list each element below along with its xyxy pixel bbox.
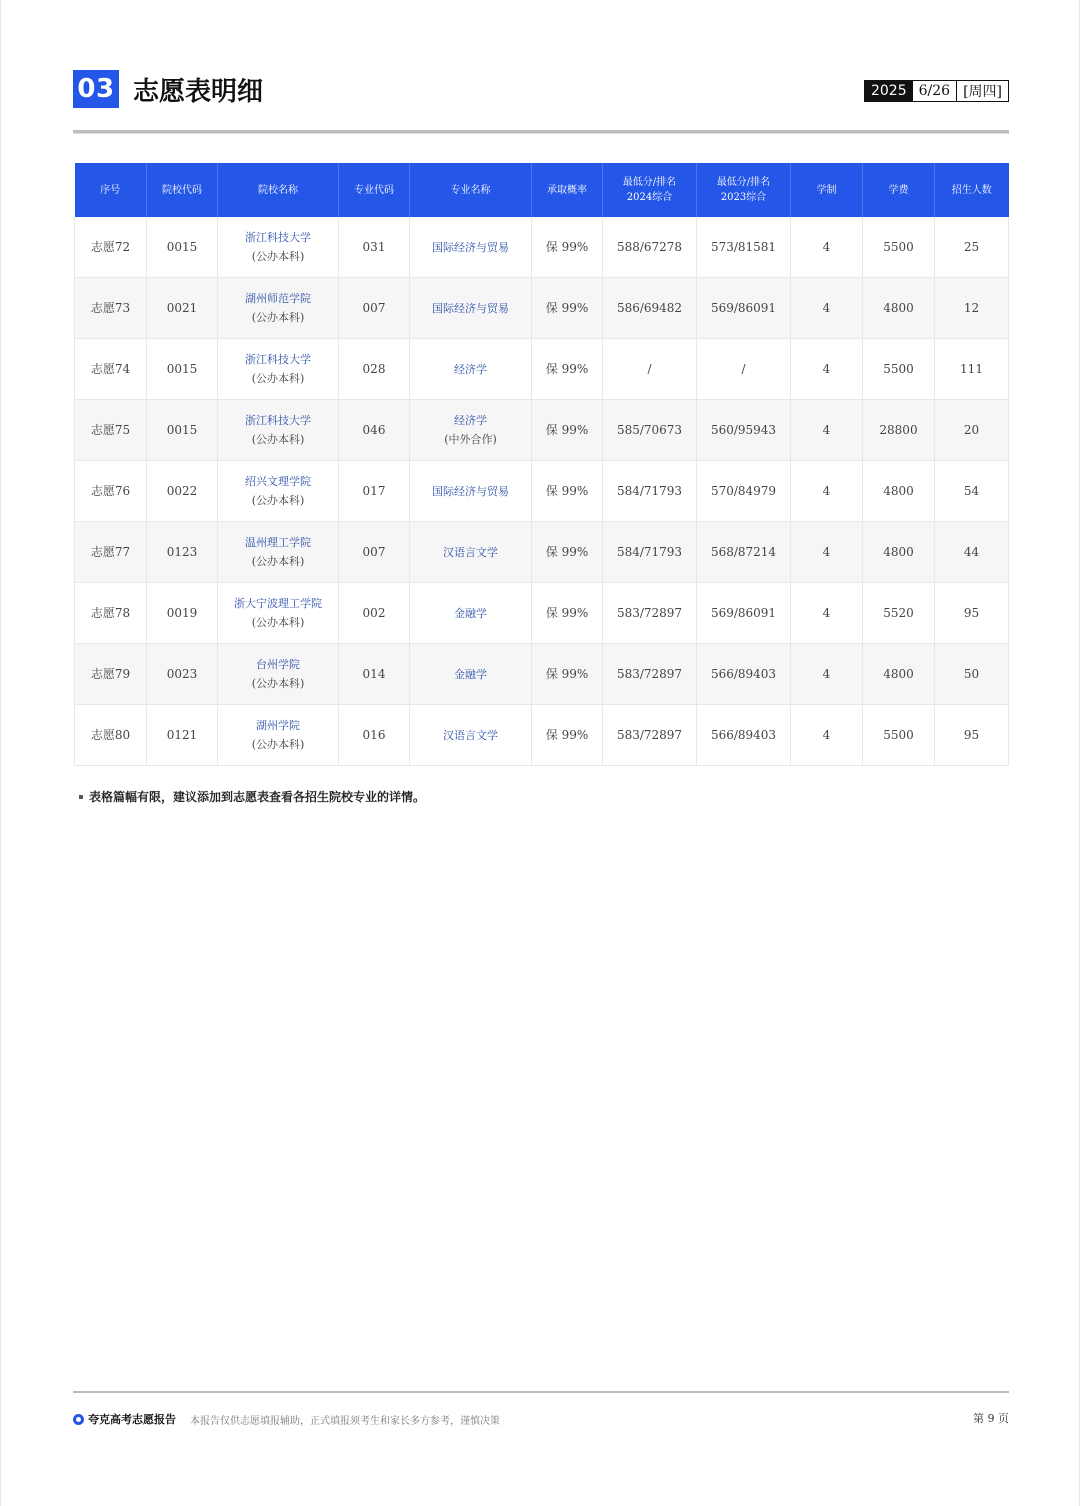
cell-fee: 4800 <box>863 278 935 339</box>
column-header: 院校名称 <box>218 163 339 217</box>
cell-major-code: 014 <box>339 644 410 705</box>
date-badge <box>864 80 1009 102</box>
section-title: 志愿表明细 <box>133 76 264 107</box>
cell-seq: 志愿76 <box>75 461 147 522</box>
cell-major-code: 007 <box>339 522 410 583</box>
school-name-link[interactable]: 绍兴文理学院 <box>245 475 311 488</box>
cell-school-code: 0022 <box>147 461 218 522</box>
cell-school-code: 0015 <box>147 339 218 400</box>
major-name-link[interactable]: 金融学 <box>454 606 487 620</box>
cell-major-code: 046 <box>339 400 410 461</box>
school-type: (公办本科) <box>251 677 305 690</box>
cell-major <box>410 644 532 705</box>
cell-quota: 54 <box>935 461 1009 522</box>
date-month-day: 6/26 <box>918 83 951 99</box>
column-header: 学制 <box>791 163 863 217</box>
cell-major-code: 017 <box>339 461 410 522</box>
volunteer-table <box>74 163 1008 766</box>
major-name-link[interactable]: 汉语言文学 <box>443 545 498 559</box>
table-row <box>75 339 1009 400</box>
cell-score-2024: 583/72897 <box>603 705 697 766</box>
cell-school-code: 0021 <box>147 278 218 339</box>
cell-probability: 保 99% <box>532 644 603 705</box>
cell-school-code: 0015 <box>147 217 218 278</box>
cell-school-code: 0121 <box>147 705 218 766</box>
cell-fee: 4800 <box>863 522 935 583</box>
major-name-link[interactable]: 国际经济与贸易 <box>432 240 509 254</box>
major-name-link[interactable]: 国际经济与贸易 <box>432 301 509 315</box>
school-name-link[interactable]: 浙江科技大学 <box>245 353 311 366</box>
cell-duration: 4 <box>791 217 863 278</box>
school-type: (公办本科) <box>251 311 305 324</box>
column-header: 学费 <box>863 163 935 217</box>
school-name-link[interactable]: 浙大宁波理工学院 <box>234 597 322 610</box>
cell-seq: 志愿79 <box>75 644 147 705</box>
cell-seq: 志愿74 <box>75 339 147 400</box>
cell-score-2023: 569/86091 <box>697 278 791 339</box>
school-name-link[interactable]: 湖州学院 <box>256 719 300 732</box>
cell-seq: 志愿72 <box>75 217 147 278</box>
table-row <box>75 522 1009 583</box>
cell-duration: 4 <box>791 583 863 644</box>
brand-name: 夸克高考志愿报告 <box>88 1413 176 1426</box>
bullet-icon <box>79 795 83 799</box>
cell-seq: 志愿73 <box>75 278 147 339</box>
cell-major <box>410 400 532 461</box>
table-row <box>75 644 1009 705</box>
school-name-link[interactable]: 台州学院 <box>256 658 300 671</box>
cell-seq: 志愿80 <box>75 705 147 766</box>
school-name-link[interactable]: 温州理工学院 <box>245 536 311 549</box>
cell-school <box>218 461 339 522</box>
major-name-link[interactable]: 国际经济与贸易 <box>432 484 509 498</box>
cell-major-code: 007 <box>339 278 410 339</box>
cell-school <box>218 400 339 461</box>
cell-duration: 4 <box>791 461 863 522</box>
school-type: (公办本科) <box>251 616 305 629</box>
table-row <box>75 583 1009 644</box>
column-header: 院校代码 <box>147 163 218 217</box>
footer-divider <box>73 1391 1009 1393</box>
cell-major <box>410 461 532 522</box>
cell-score-2024: 583/72897 <box>603 644 697 705</box>
table-row <box>75 461 1009 522</box>
cell-score-2023: / <box>697 339 791 400</box>
column-header: 最低分/排名 2024综合 <box>603 163 697 217</box>
cell-score-2024: 583/72897 <box>603 583 697 644</box>
cell-school-code: 0123 <box>147 522 218 583</box>
cell-fee: 5520 <box>863 583 935 644</box>
school-name-link[interactable]: 浙江科技大学 <box>245 414 311 427</box>
cell-probability: 保 99% <box>532 583 603 644</box>
disclaimer-text: 本报告仅供志愿填报辅助，正式填报须考生和家长多方参考，谨慎决策 <box>190 1415 500 1427</box>
cell-score-2024: 588/67278 <box>603 217 697 278</box>
cell-quota: 95 <box>935 705 1009 766</box>
cell-score-2023: 569/86091 <box>697 583 791 644</box>
cell-score-2023: 573/81581 <box>697 217 791 278</box>
cell-major-code: 031 <box>339 217 410 278</box>
table-row <box>75 278 1009 339</box>
school-type: (公办本科) <box>251 433 305 446</box>
cell-fee: 28800 <box>863 400 935 461</box>
cell-duration: 4 <box>791 644 863 705</box>
column-header: 专业代码 <box>339 163 410 217</box>
major-name-link[interactable]: 金融学 <box>454 667 487 681</box>
column-header: 序号 <box>75 163 147 217</box>
school-type: (公办本科) <box>251 250 305 263</box>
cell-quota: 20 <box>935 400 1009 461</box>
cell-seq: 志愿75 <box>75 400 147 461</box>
cell-school <box>218 583 339 644</box>
cell-fee: 5500 <box>863 217 935 278</box>
quark-logo-icon <box>73 1414 84 1425</box>
cell-seq: 志愿78 <box>75 583 147 644</box>
column-header: 招生人数 <box>935 163 1009 217</box>
table-row <box>75 705 1009 766</box>
major-name-link[interactable]: 经济学 <box>454 414 487 427</box>
cell-duration: 4 <box>791 400 863 461</box>
cell-school <box>218 705 339 766</box>
cell-quota: 50 <box>935 644 1009 705</box>
cell-score-2024: / <box>603 339 697 400</box>
cell-school <box>218 278 339 339</box>
cell-probability: 保 99% <box>532 522 603 583</box>
table-header-row <box>75 163 1009 217</box>
cell-major <box>410 705 532 766</box>
cell-major-code: 028 <box>339 339 410 400</box>
cell-score-2023: 570/84979 <box>697 461 791 522</box>
cell-score-2024: 584/71793 <box>603 461 697 522</box>
cell-quota: 95 <box>935 583 1009 644</box>
cell-major-code: 016 <box>339 705 410 766</box>
school-name-link[interactable]: 浙江科技大学 <box>245 231 311 244</box>
cell-score-2023: 566/89403 <box>697 644 791 705</box>
column-header: 专业名称 <box>410 163 532 217</box>
cell-score-2024: 584/71793 <box>603 522 697 583</box>
school-type: (公办本科) <box>251 494 305 507</box>
table-note <box>79 788 425 805</box>
cell-major-code: 002 <box>339 583 410 644</box>
page-number: 第 9 页 <box>973 1412 1009 1425</box>
cell-quota: 111 <box>935 339 1009 400</box>
school-type: (公办本科) <box>251 738 305 751</box>
note-text: 表格篇幅有限，建议添加到志愿表查看各招生院校专业的详情。 <box>89 790 426 804</box>
date-year: 2025 <box>865 81 913 101</box>
cell-quota: 25 <box>935 217 1009 278</box>
school-type: (公办本科) <box>251 372 305 385</box>
cell-school <box>218 522 339 583</box>
page-footer <box>73 1410 1009 1428</box>
cell-score-2023: 560/95943 <box>697 400 791 461</box>
cell-quota: 44 <box>935 522 1009 583</box>
cell-quota: 12 <box>935 278 1009 339</box>
cell-fee: 4800 <box>863 461 935 522</box>
cell-probability: 保 99% <box>532 278 603 339</box>
cell-probability: 保 99% <box>532 705 603 766</box>
cell-seq: 志愿77 <box>75 522 147 583</box>
cell-duration: 4 <box>791 522 863 583</box>
cell-fee: 5500 <box>863 705 935 766</box>
major-name-link[interactable]: 汉语言文学 <box>443 728 498 742</box>
cell-school <box>218 339 339 400</box>
column-header: 最低分/排名 2023综合 <box>697 163 791 217</box>
cell-duration: 4 <box>791 278 863 339</box>
major-name-link[interactable]: 经济学 <box>454 362 487 376</box>
cell-probability: 保 99% <box>532 339 603 400</box>
cell-duration: 4 <box>791 705 863 766</box>
cell-major <box>410 339 532 400</box>
section-number: 03 <box>73 70 119 108</box>
cell-duration: 4 <box>791 339 863 400</box>
date-weekday: [周四] <box>956 81 1008 101</box>
cell-fee: 5500 <box>863 339 935 400</box>
cell-school-code: 0019 <box>147 583 218 644</box>
cell-major <box>410 278 532 339</box>
cell-score-2023: 566/89403 <box>697 705 791 766</box>
cell-major <box>410 522 532 583</box>
cell-school-code: 0015 <box>147 400 218 461</box>
cell-probability: 保 99% <box>532 400 603 461</box>
cell-major <box>410 583 532 644</box>
header-divider <box>73 130 1009 134</box>
table-row <box>75 217 1009 278</box>
cell-school-code: 0023 <box>147 644 218 705</box>
cell-probability: 保 99% <box>532 461 603 522</box>
cell-score-2024: 586/69482 <box>603 278 697 339</box>
table-row <box>75 400 1009 461</box>
column-header: 承取概率 <box>532 163 603 217</box>
cell-probability: 保 99% <box>532 217 603 278</box>
cell-fee: 4800 <box>863 644 935 705</box>
school-name-link[interactable]: 湖州师范学院 <box>245 292 311 305</box>
cell-score-2023: 568/87214 <box>697 522 791 583</box>
cell-score-2024: 585/70673 <box>603 400 697 461</box>
school-type: (公办本科) <box>251 555 305 568</box>
cell-school <box>218 644 339 705</box>
major-note: (中外合作) <box>444 433 497 446</box>
cell-major <box>410 217 532 278</box>
section-header <box>73 70 1009 110</box>
cell-school <box>218 217 339 278</box>
